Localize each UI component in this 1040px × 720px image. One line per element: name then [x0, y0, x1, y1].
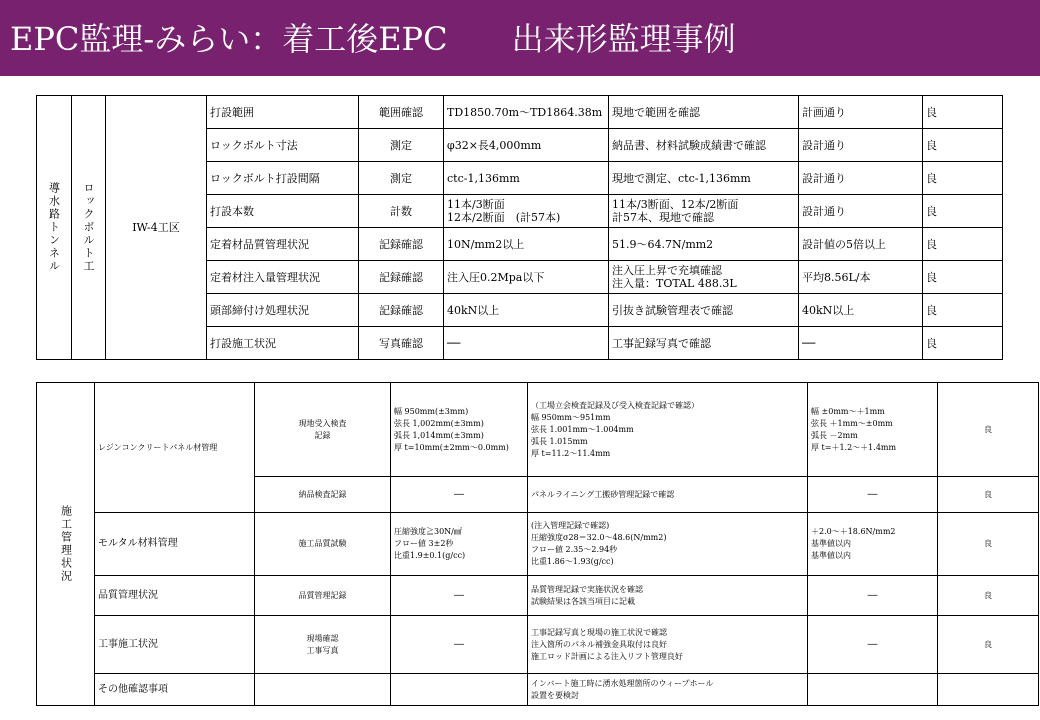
construction-management-table — [36, 382, 1039, 706]
check-cell: 工事記録写真と現場の施工状況で確認 注入箇所のパネル補強金具取付は良好 施工ロッド計画による注入リフト管理良好 — [528, 616, 808, 674]
table-row — [37, 96, 1003, 129]
method-cell: 納品検査記録 — [255, 477, 391, 513]
table-row — [37, 674, 1039, 706]
result-cell: 良 — [923, 129, 1003, 162]
check-cell: パネルライニング工搬砂管理記録で確認 — [528, 477, 808, 513]
item-range: 打設範囲 — [207, 96, 359, 129]
category-cell — [37, 383, 95, 706]
standard-cell: ctc-1,136mm — [444, 162, 609, 195]
category-cell-label: 施工管理状況 — [59, 505, 73, 583]
standard-cell: 10N/mm2以上 — [444, 228, 609, 261]
result-cell — [938, 674, 1039, 706]
standard-cell: 圧縮強度≧30N/㎟ フロー値 3±2秒 比重1.9±0.1(g/cc) — [391, 513, 528, 576]
method-cell: 範囲確認 — [359, 96, 444, 129]
check-cell: 引抜き試験管理表で確認 — [609, 294, 799, 327]
standard-cell: TD1850.70m～TD1864.38m — [444, 96, 609, 129]
check-cell: (注入管理記録で確認) 圧縮強度σ28＝32.0～48.6(N/mm2) フロー値 2.35～2.94秒 比重1.86～1.93(g/cc) — [528, 513, 808, 576]
category-cell — [37, 96, 72, 360]
check-cell: 11本/3断面、12本/2断面 計57本、現地で確認 — [609, 195, 799, 228]
check-cell: 現地で範囲を確認 — [609, 96, 799, 129]
method-cell: 写真確認 — [359, 327, 444, 360]
evaluation-cell — [808, 674, 938, 706]
result-cell: 良 — [923, 261, 1003, 294]
item-size: ロックボルト寸法 — [207, 129, 359, 162]
item-anchor-quality: 定着材品質管理状況 — [207, 228, 359, 261]
method-cell: 現場確認 工事写真 — [255, 616, 391, 674]
check-cell: 51.9～64.7N/mm2 — [609, 228, 799, 261]
standard-cell: 注入圧0.2Mpa以下 — [444, 261, 609, 294]
result-cell: 良 — [938, 477, 1039, 513]
method-cell — [255, 674, 391, 706]
table-row — [37, 576, 1039, 616]
item-count: 打設本数 — [207, 195, 359, 228]
standard-cell — [391, 674, 528, 706]
method-cell: 記録確認 — [359, 261, 444, 294]
standard-cell: 11本/3断面 12本/2断面 (計57本) — [444, 195, 609, 228]
title-bar — [0, 0, 1040, 76]
evaluation-cell: ── — [808, 616, 938, 674]
evaluation-cell: 40kN以上 — [799, 294, 923, 327]
result-cell: 良 — [938, 576, 1039, 616]
method-cell: 品質管理記録 — [255, 576, 391, 616]
table-row — [37, 513, 1039, 576]
item-cell: 工事施工状況 — [95, 616, 255, 674]
item-head-fastening: 頭部締付け処理状況 — [207, 294, 359, 327]
standard-cell: ── — [391, 576, 528, 616]
check-cell: 品質管理記録で実施状況を確認 試験結果は各該当項目に記載 — [528, 576, 808, 616]
rockbolt-inspection-table — [36, 95, 1003, 360]
standard-cell: ── — [444, 327, 609, 360]
result-cell: 良 — [923, 327, 1003, 360]
method-cell: 記録確認 — [359, 228, 444, 261]
item-anchor-injection: 定着材注入量管理状況 — [207, 261, 359, 294]
result-cell: 良 — [923, 96, 1003, 129]
method-cell: 施工品質試験 — [255, 513, 391, 576]
check-cell: 納品書、材料試験成績書で確認 — [609, 129, 799, 162]
table-row — [37, 383, 1039, 477]
evaluation-cell: ── — [808, 576, 938, 616]
check-cell: 現地で測定、ctc-1,136mm — [609, 162, 799, 195]
standard-cell: 幅 950mm(±3mm) 弦長 1,002mm(±3mm) 弧長 1,014mm(±3mm) 厚 t=10mm(±2mm～0.0mm) — [391, 383, 528, 477]
work-type-cell-label: ロックボルト工 — [82, 182, 95, 273]
evaluation-cell: 設計通り — [799, 162, 923, 195]
evaluation-cell: 設計通り — [799, 129, 923, 162]
result-cell: 良 — [923, 294, 1003, 327]
standard-cell: φ32×長4,000mm — [444, 129, 609, 162]
item-cell: モルタル材料管理 — [95, 513, 255, 576]
check-cell: （工場立会検査記録及び受入検査記録で確認） 幅 950mm～951mm 弦長 1.001mm～1.004mm 弧長 1.015mm 厚 t=11.2～11.4mm — [528, 383, 808, 477]
evaluation-cell: ＋2.0～＋18.6N/mm2 基準値以内 基準値以内 — [808, 513, 938, 576]
result-cell: 良 — [923, 195, 1003, 228]
evaluation-cell: ── — [808, 477, 938, 513]
standard-cell: ── — [391, 477, 528, 513]
result-cell: 良 — [923, 162, 1003, 195]
evaluation-cell: ── — [799, 327, 923, 360]
item-panel-material: レジンコンクリートパネル材管理 — [95, 383, 255, 513]
category-cell-label: 導水路トンネル — [47, 182, 61, 273]
item-cell: 品質管理状況 — [95, 576, 255, 616]
result-cell: 良 — [923, 228, 1003, 261]
table-row — [37, 616, 1039, 674]
work-type-cell — [72, 96, 106, 360]
item-cell: その他確認事項 — [95, 674, 255, 706]
method-cell: 記録確認 — [359, 294, 444, 327]
item-spacing: ロックボルト打設間隔 — [207, 162, 359, 195]
result-cell: 良 — [938, 513, 1039, 576]
check-cell: 注入圧上昇で充填確認 注入量：TOTAL 488.3L — [609, 261, 799, 294]
result-cell: 良 — [938, 383, 1039, 477]
check-cell: 工事記録写真で確認 — [609, 327, 799, 360]
evaluation-cell: 設計通り — [799, 195, 923, 228]
method-cell: 測定 — [359, 162, 444, 195]
standard-cell: 40kN以上 — [444, 294, 609, 327]
evaluation-cell: 計画通り — [799, 96, 923, 129]
method-cell: 現地受入検査 記録 — [255, 383, 391, 477]
standard-cell: ── — [391, 616, 528, 674]
item-installation: 打設施工状況 — [207, 327, 359, 360]
method-cell: 測定 — [359, 129, 444, 162]
evaluation-cell: 設計値の5倍以上 — [799, 228, 923, 261]
result-cell: 良 — [938, 616, 1039, 674]
method-cell: 計数 — [359, 195, 444, 228]
evaluation-cell: 平均8.56L/本 — [799, 261, 923, 294]
evaluation-cell: 幅 ±0mm～＋1mm 弦長 ＋1mm～±0mm 弧長 －2mm 厚 t=＋1.2～＋1.4mm — [808, 383, 938, 477]
check-cell: インバート施工時に湧水処理箇所のウィープホール 設置を要検討 — [528, 674, 808, 706]
page-title: EPC監理-みらい：着工後EPC 出来形監理事例 — [10, 20, 736, 58]
section-cell: IW-4工区 — [106, 96, 207, 360]
